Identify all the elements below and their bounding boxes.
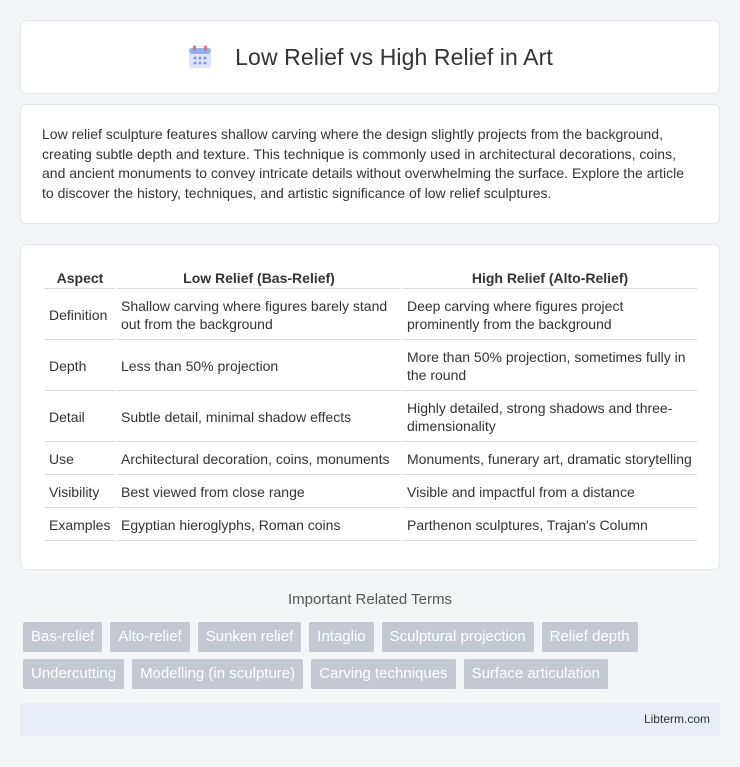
table-header-row: [45, 267, 697, 289]
tag-modelling[interactable]: Modelling (in sculpture): [132, 659, 303, 689]
low-relief-cell: Best viewed from close range: [117, 477, 401, 508]
low-relief-cell: Shallow carving where figures barely stand out from the background: [117, 291, 401, 340]
title-wrap: [187, 44, 553, 71]
high-relief-cell: Highly detailed, strong shadows and three-dimensionality: [403, 393, 697, 442]
high-relief-cell: More than 50% projection, sometimes fully in the round: [403, 342, 697, 391]
footer-site-link[interactable]: Libterm.com: [643, 712, 710, 726]
table-row: [45, 510, 697, 541]
aspect-cell: Visibility: [45, 477, 115, 508]
tag-surface-articulation[interactable]: Surface articulation: [464, 659, 608, 689]
low-relief-cell: Egyptian hieroglyphs, Roman coins: [117, 510, 401, 541]
column-header-aspect: Aspect: [45, 267, 115, 289]
tag-intaglio[interactable]: Intaglio: [309, 622, 373, 652]
comparison-table: [43, 265, 699, 543]
column-header-high-relief: High Relief (Alto-Relief): [403, 267, 697, 289]
aspect-cell: Use: [45, 444, 115, 475]
tag-bas-relief[interactable]: Bas-relief: [23, 622, 102, 652]
tag-relief-depth[interactable]: Relief depth: [542, 622, 638, 652]
footer: [20, 703, 720, 736]
aspect-cell: Definition: [45, 291, 115, 340]
table-row: [45, 342, 697, 391]
aspect-cell: Examples: [45, 510, 115, 541]
intro-card: [20, 104, 720, 224]
tag-sculptural-projection[interactable]: Sculptural projection: [382, 622, 534, 652]
tag-undercutting[interactable]: Undercutting: [23, 659, 124, 689]
tag-sunken-relief[interactable]: Sunken relief: [198, 622, 302, 652]
tag-alto-relief[interactable]: Alto-relief: [110, 622, 189, 652]
tag-carving-techniques[interactable]: Carving techniques: [311, 659, 455, 689]
table-row: [45, 393, 697, 442]
high-relief-cell: Deep carving where figures project prominently from the background: [403, 291, 697, 340]
high-relief-cell: Visible and impactful from a distance: [403, 477, 697, 508]
comparison-card: [20, 244, 720, 570]
page-title: Low Relief vs High Relief in Art: [235, 43, 553, 70]
header-card: [20, 20, 720, 94]
column-header-low-relief: Low Relief (Bas-Relief): [117, 267, 401, 289]
related-terms-title: Important Related Terms: [288, 591, 452, 608]
table-row: [45, 444, 697, 475]
low-relief-cell: Architectural decoration, coins, monuments: [117, 444, 401, 475]
aspect-cell: Depth: [45, 342, 115, 391]
calendar-icon: [187, 44, 213, 70]
high-relief-cell: Parthenon sculptures, Trajan's Column: [403, 510, 697, 541]
related-terms-list: [23, 622, 723, 689]
high-relief-cell: Monuments, funerary art, dramatic storytelling: [403, 444, 697, 475]
table-row: [45, 477, 697, 508]
table-row: [45, 291, 697, 340]
low-relief-cell: Less than 50% projection: [117, 342, 401, 391]
intro-text: Low relief sculpture features shallow carving where the design slightly projects from the background, creating subtle depth and texture. This technique is commonly used in architectural decorations, coins, and ancient monuments to convey intricate details without overwhelming the surface. Explore the article to discover the history, techniques, and artistic significance of low relief sculptures.: [42, 126, 685, 201]
low-relief-cell: Subtle detail, minimal shadow effects: [117, 393, 401, 442]
aspect-cell: Detail: [45, 393, 115, 442]
